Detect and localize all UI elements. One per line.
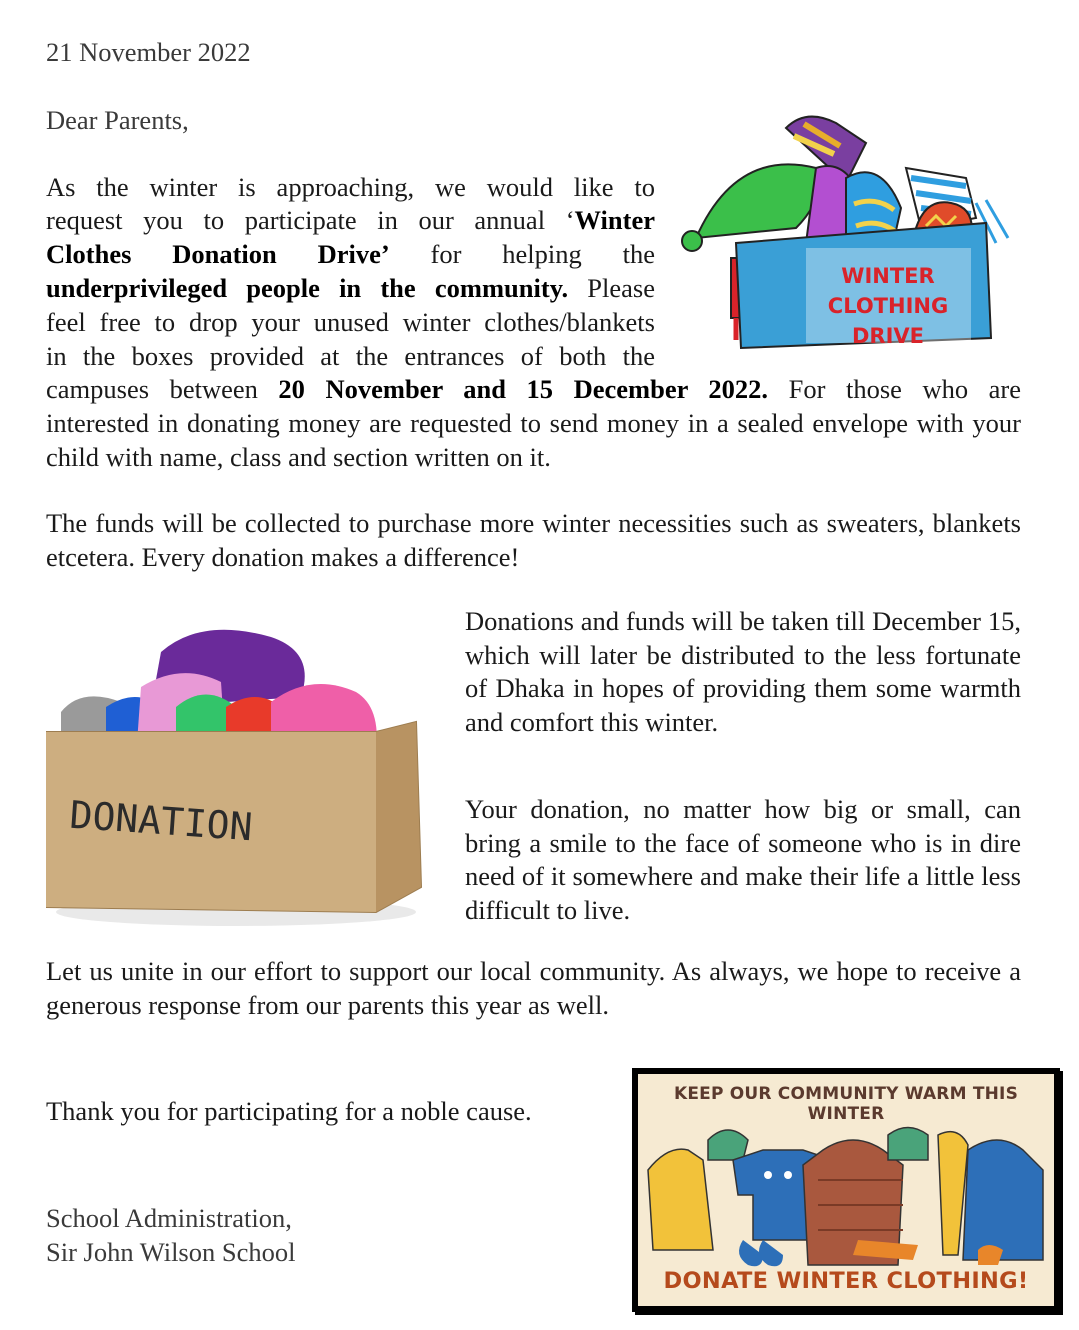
intro-line-3: Clothes Donation Drive’ for helping the bbox=[46, 239, 655, 269]
intro-line-2: request you to participate in our annual ‘Winter bbox=[46, 205, 655, 235]
paragraph-impact: Your donation, no matter how big or small, can bring a smile to the face of someone who is in dire need of it somewhere and make their life a little less difficult to live. bbox=[465, 794, 1021, 926]
clothing-illustration bbox=[638, 1110, 1054, 1270]
winter-clothing-drive-image bbox=[676, 108, 1016, 358]
paragraph-unite: Let us unite in our effort to support our local community. As always, we hope to receive a generous response from our parents this year as well. bbox=[46, 956, 1021, 1020]
paragraph-deadline: Donations and funds will be taken till December 15, which will later be distributed to the less fortunate of Dhaka in hopes of providing them some warmth and comfort this winter. bbox=[465, 606, 1021, 738]
drive-sign-line-2: CLOTHING bbox=[827, 294, 949, 318]
intro-line-5: feel free to drop your unused winter clothes/blankets bbox=[46, 307, 655, 337]
box-label: DONATION bbox=[68, 792, 254, 850]
intro-rest: interested in donating money are requested to send money in a sealed envelope with your child with name, class and section written on it. bbox=[46, 408, 1021, 472]
intro-line-1: As the winter is approaching, we would like to bbox=[46, 172, 655, 202]
donation-box-image bbox=[46, 612, 426, 930]
intro-line-6: in the boxes provided at the entrances of both the bbox=[46, 341, 655, 371]
donate-winter-clothing-poster bbox=[632, 1068, 1060, 1312]
poster-call-to-action: DONATE WINTER CLOTHING! bbox=[663, 1268, 1029, 1294]
drive-sign-line-3: DRIVE bbox=[851, 324, 925, 348]
signature-line-2: Sir John Wilson School bbox=[46, 1237, 296, 1267]
salutation: Dear Parents, bbox=[46, 105, 189, 135]
drive-sign-line-1: WINTER bbox=[841, 264, 935, 288]
thanks-line: Thank you for participating for a noble cause. bbox=[46, 1096, 532, 1126]
intro-line-7: campuses between 20 November and 15 December 2022. For those who are bbox=[46, 374, 1021, 404]
intro-line-4: underprivileged people in the community. Please bbox=[46, 273, 655, 303]
letter-date: 21 November 2022 bbox=[46, 37, 251, 67]
paragraph-funds: The funds will be collected to purchase more winter necessities such as sweaters, blankets etcetera. Every donation makes a difference! bbox=[46, 508, 1021, 572]
poster-headline: KEEP OUR COMMUNITY WARM THIS WINTER bbox=[673, 1084, 1019, 1124]
signature-line-1: School Administration, bbox=[46, 1203, 292, 1233]
